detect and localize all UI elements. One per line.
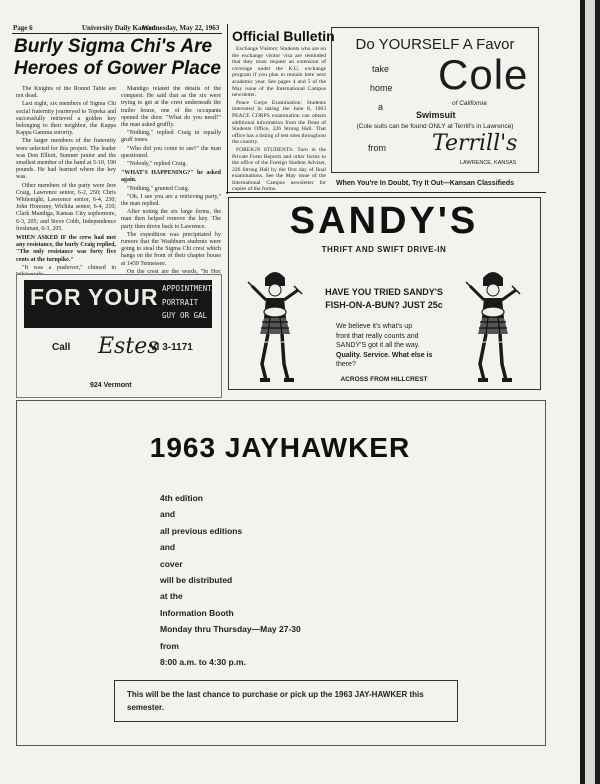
cole-logo-sub: of California	[452, 100, 487, 107]
sandys-body-line: We believe it's what's up	[336, 323, 413, 330]
classifieds-tagline: When You're In Doubt, Try It Out—Kansan Classifieds	[336, 180, 514, 187]
drummer-mascot-icon	[244, 268, 306, 390]
story-paragraph: Other members of the party were Jere Craig, Lawrence senior, 6-2, 250; Chris Whitenight, Lawrence senior, 6-4, 230; John Horesmy, Wichita senior, 6-4, 210; Clark Mandiga, Kansas City sophomore, 6-3, 205; and Steve Cobb, Independence freshman, 6-3, 205.	[16, 182, 116, 232]
bulletin-text	[232, 46, 326, 192]
section-rule	[226, 192, 546, 193]
sandys-body-line: Quality. Service. What else is	[336, 351, 433, 359]
swimsuit-label: Swimsuit	[416, 110, 456, 120]
cole-ad-take: take	[372, 64, 390, 74]
story-paragraph: After noting the six large forms, the man then helped remove the key. The party then drove back to Lawrence.	[121, 209, 221, 230]
cole-swimsuit-ad	[331, 27, 539, 173]
story-paragraph: Mandigo related the details of the conquest. He said that as the six were trying to get at the crest underneath the trailer house, one of the occupants opened the door. "What do you need?" the man asked gruffly.	[121, 86, 221, 129]
sandys-body-line: front that really counts and	[336, 332, 419, 340]
story-paragraph: Last night, six members of Sigma Chi social fraternity journeyed to Topeka and successfully retrieved a golden key belonging to their neighbor, the Kappa Kappa Gamma sorority.	[16, 101, 116, 137]
story-paragraph: "Nothing," grunted Craig.	[127, 185, 190, 192]
bulletin-paragraph: Exchange Visitors: Students who are on the exchange visitor visa are reminded that they must request an extension of coverage under the K.U. exchange program if you plan to remain here next academic year. See pages 4 and 5 of the May issue of the International Campus newsletter.	[232, 46, 326, 99]
story-paragraph: "Nobody," replied Craig.	[127, 161, 187, 168]
jayhawker-line: from	[160, 640, 179, 651]
estes-phone: VI 3-1171	[150, 342, 193, 353]
bulletin-paragraph: Peace Corps Examination: Students interested in taking the June 8, 1963 PEACE CORPS examination can obtain additional information from the Dean of Students Office, 226 Strong Hall. That office has a listing of test sites throughout the country.	[232, 99, 326, 146]
cole-ad-note: (Cole suits can be found ONLY at Terrill's in Lawrence)	[356, 123, 514, 130]
sandys-logo: SANDY'S	[289, 200, 479, 242]
jayhawker-line: Information Booth	[160, 607, 234, 618]
estes-your: YOUR	[88, 284, 159, 310]
story-paragraph: The larger members of the fraternity were selected for this project. The leader was Don Elliott, Sumner junior and the smallest member of the band at 5-10, 190 pounds. He had learned where the key was.	[16, 138, 116, 181]
adjacent-page-edge	[585, 0, 595, 784]
story-column-1	[16, 86, 116, 274]
estes-ad-line: APPOINTMENT	[162, 284, 212, 293]
jayhawker-line: and	[160, 509, 176, 520]
jayhawker-line: cover	[160, 558, 183, 569]
bulletin-title: Official Bulletin	[232, 28, 335, 44]
bulletin-paragraph: FOREIGN STUDENTS: Turn in the Private Form Reports and other forms to the office of the Foreign Student Adviser, 226 Strong Hall by the first day of final examinations. See the May issue of the International Campus newsletter for copies of the forms.	[232, 146, 326, 192]
page-number: Page 6	[13, 24, 33, 32]
cole-ad-home: home	[370, 83, 393, 93]
drummer-mascot-icon	[462, 268, 524, 390]
story-paragraph: On the crest are the words, "In Hoc	[127, 268, 221, 274]
story-paragraph: "Nothing," replied Craig in equally gruff tones.	[121, 130, 221, 144]
estes-call: Call	[52, 342, 71, 353]
story-paragraph: The Knights of the Round Table are not dead.	[16, 86, 116, 100]
story-paragraph: The expedition was precipitated by rumors that the Washburn students were going to steal the Sigma Chi crest which hangs on the front of their chapter house at 1439 Tennessee.	[121, 231, 221, 267]
estes-for: FOR	[30, 284, 82, 310]
sandys-body-line: SANDY'S got it all the way.	[336, 342, 420, 349]
jayhawker-line: 8:00 a.m. to 4:30 p.m.	[160, 656, 246, 667]
sandys-tagline: THRIFT AND SWIFT DRIVE-IN	[321, 245, 447, 254]
story-subhead: "WHAT'S HAPPENING?" he asked again.	[121, 170, 221, 184]
estes-ad-lines	[162, 282, 212, 323]
jayhawker-last-chance-note: This will be the last chance to purchase or pick up the 1963 JAY-HAWKER this semester.	[114, 680, 458, 722]
estes-ad-line: PORTRAIT	[162, 297, 199, 307]
paper-name: University Daily Kansan	[82, 24, 156, 32]
jayhawker-line: will be distributed	[160, 574, 233, 585]
cole-ad-a: a	[378, 102, 384, 112]
issue-date: Wednesday, May 22, 1963	[142, 24, 220, 32]
terrills-logo: Terrill's	[432, 131, 518, 156]
sandys-headline-1: HAVE YOU TRIED SANDY'S	[325, 287, 443, 297]
jayhawker-details	[160, 490, 301, 670]
cole-ad-headline: Do YOURSELF A Favor	[355, 36, 515, 53]
jayhawker-line: all previous editions	[160, 525, 243, 536]
estes-signature: Estes	[98, 334, 159, 359]
cole-ad-from: from	[368, 143, 386, 153]
jayhawker-line: 4th edition	[160, 493, 203, 503]
sandys-location: ACROSS FROM HILLCREST	[340, 376, 428, 383]
sandys-headline-2: FISH-ON-A-BUN? JUST 25c	[325, 300, 443, 310]
estes-ad-line: GUY OR GAL	[162, 311, 208, 320]
terrills-location: LAWRENCE, KANSAS	[460, 160, 517, 166]
jayhawker-line: and	[160, 542, 176, 553]
jayhawker-line: at the	[160, 591, 183, 602]
jayhawker-title: 1963 JAYHAWKER	[149, 432, 411, 463]
story-column-2	[121, 86, 221, 274]
folio-rule	[12, 33, 222, 34]
cole-logo: Cole	[438, 51, 529, 98]
story-paragraph: "Oh, I see you are a retrieving party," the man replied.	[121, 193, 221, 208]
story-headline: Burly Sigma Chi's Are Heroes of Gower Place	[14, 36, 221, 79]
column-rule	[227, 24, 228, 194]
jayhawker-line: Monday thru Thursday—May 27-30	[160, 624, 301, 635]
story-paragraph: "Who did you come to see?" the man questioned.	[121, 145, 221, 159]
story-subhead: WHEN ASKED IF the crew had met any resistance, the burly Craig replied, "The only resistance was forty five cents at the turnpike."	[16, 235, 116, 263]
story-paragraph: "It was a pushover," chimed in	[22, 264, 116, 271]
estes-address: 924 Vermont	[90, 382, 132, 389]
sandys-body-line: there?	[336, 361, 356, 368]
sandys-body	[336, 322, 432, 370]
